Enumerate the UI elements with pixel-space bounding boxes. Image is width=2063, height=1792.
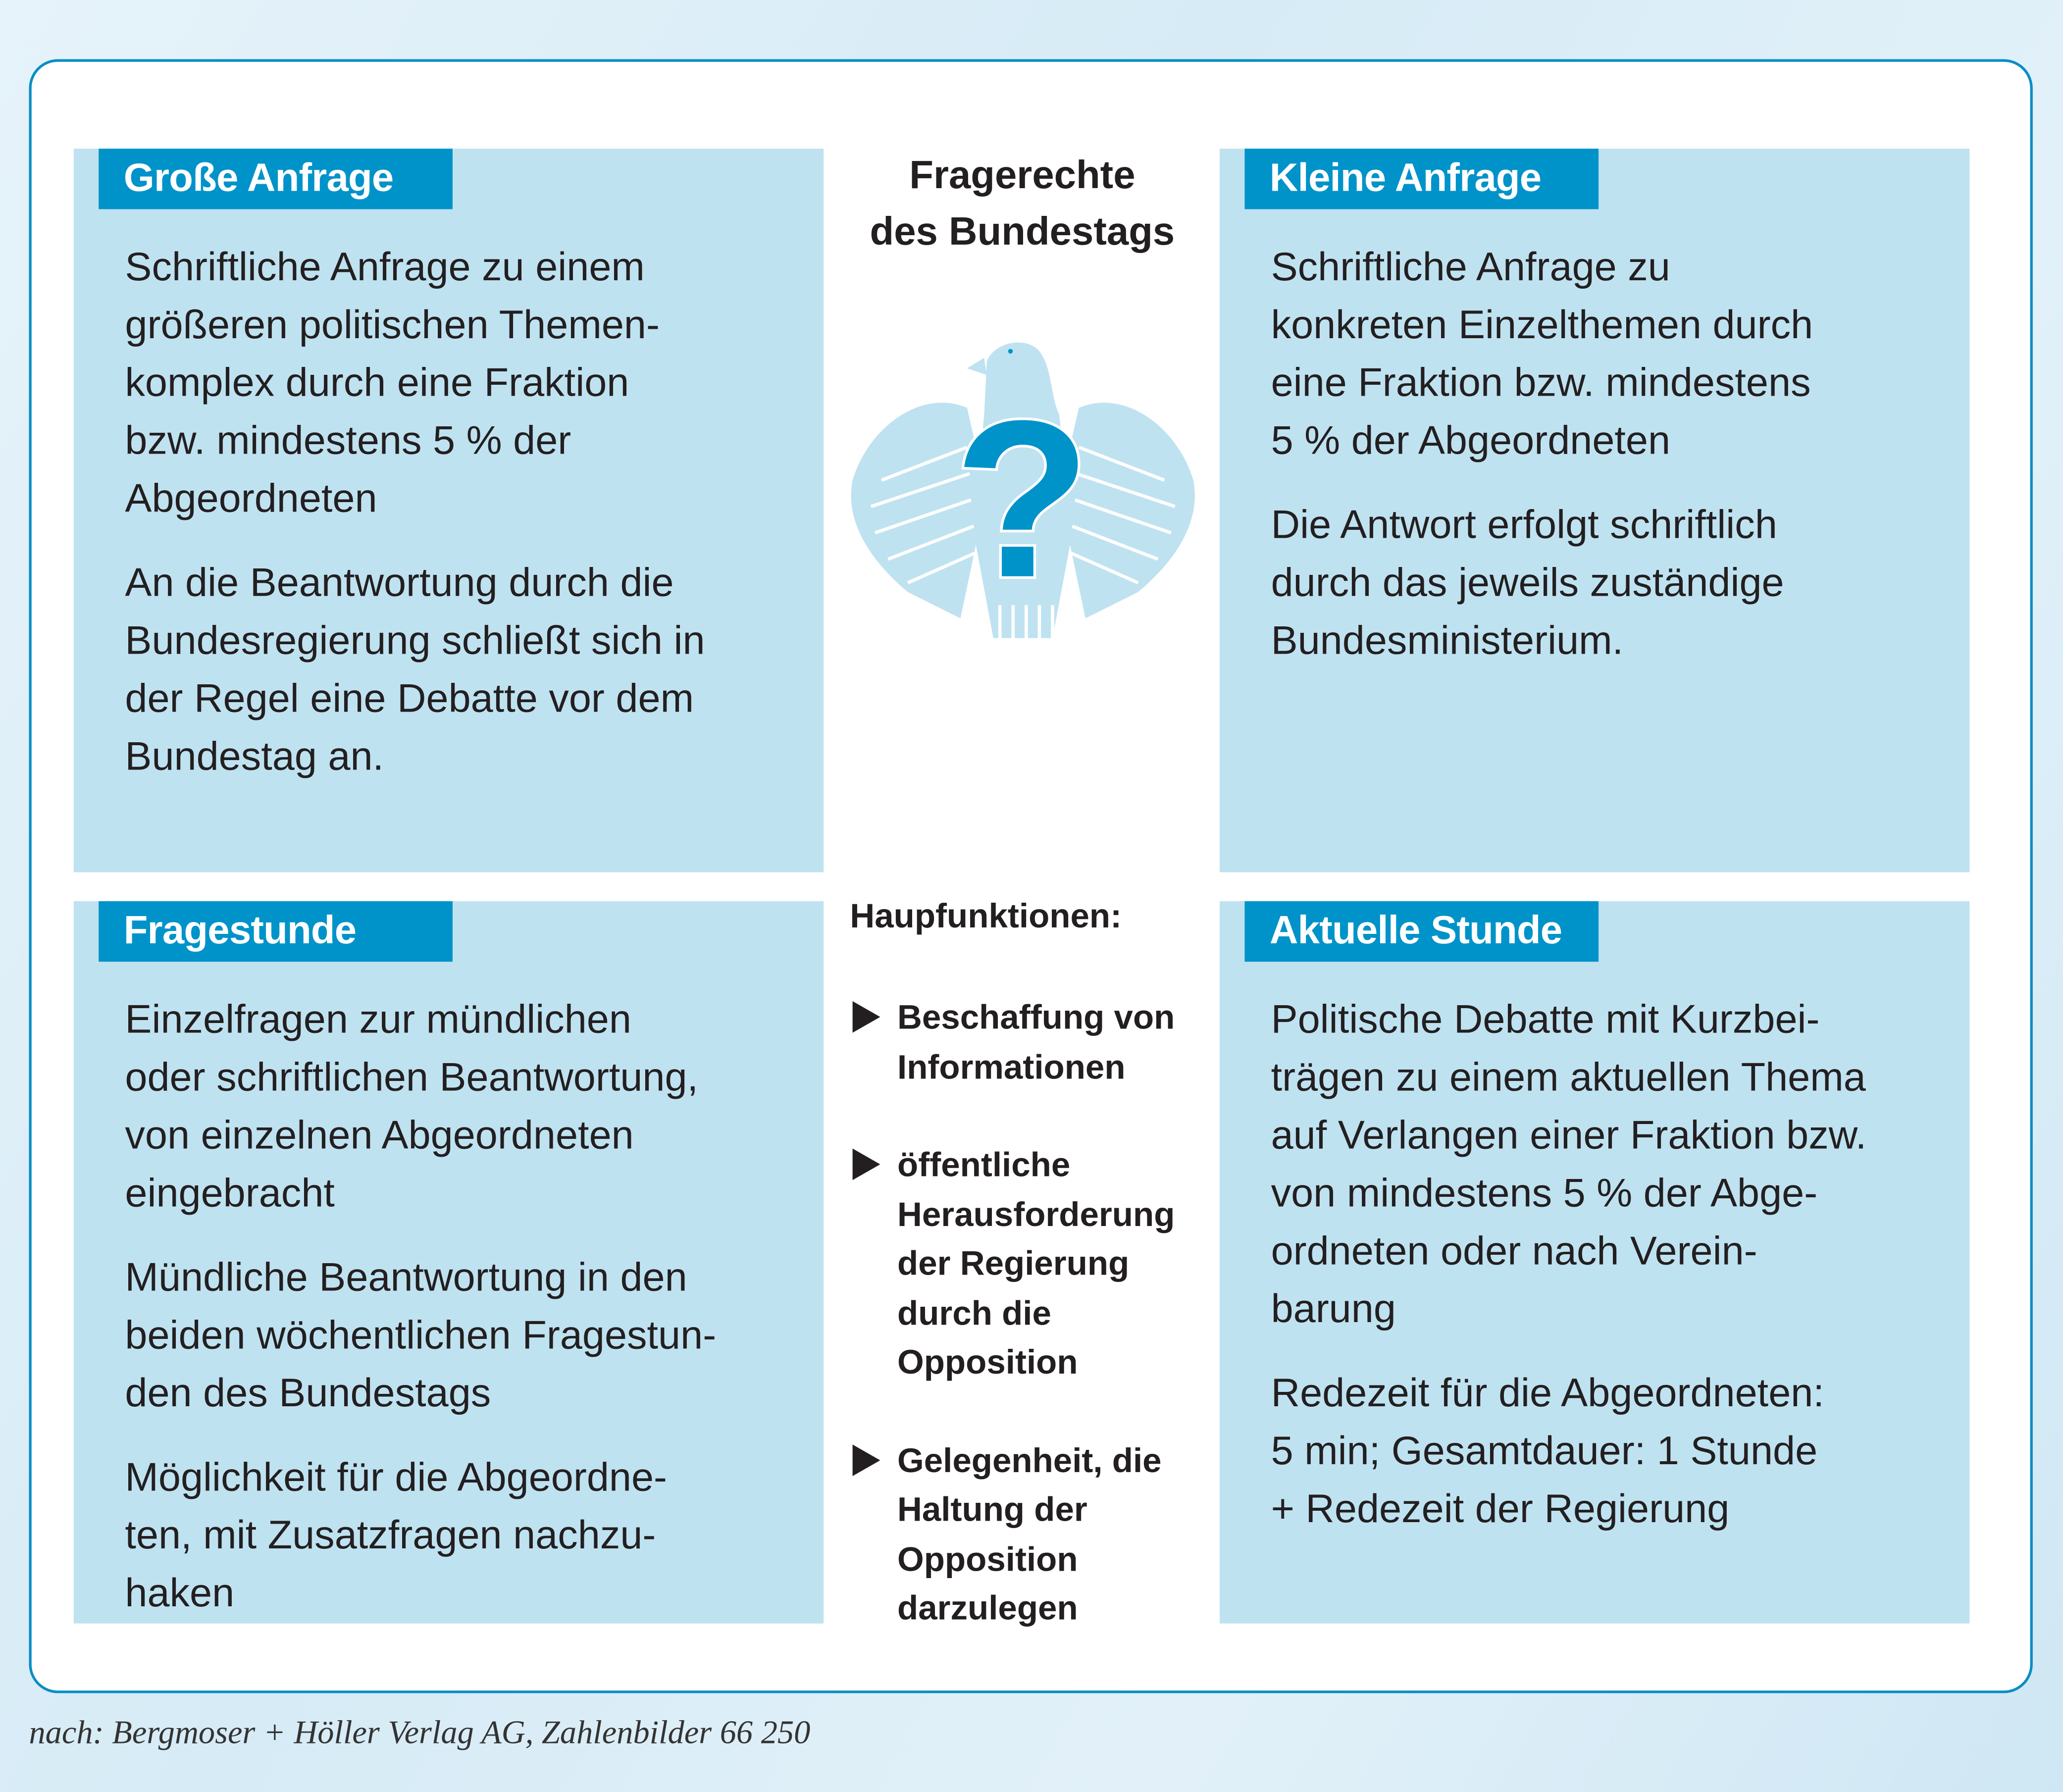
- text-line: Bundesministerium.: [1271, 618, 1624, 664]
- text-line: Einzelfragen zur mündlichen: [125, 997, 631, 1042]
- text-line: Mündliche Beantwortung in den: [125, 1255, 687, 1300]
- paragraph: [1271, 496, 1944, 670]
- text-line: Die Antwort erfolgt schriftlich: [1271, 502, 1777, 548]
- box-heading: Große Anfrage: [99, 149, 453, 209]
- question-mark: ?: [954, 373, 1091, 624]
- text-line: Möglichkeit für die Abgeordne-: [125, 1455, 668, 1500]
- title-line: des Bundestags: [870, 210, 1175, 254]
- text-line: Schriftliche Anfrage zu einem: [125, 245, 645, 290]
- box-aktuelle-stunde: [1220, 901, 1969, 1624]
- triangle-bullet-icon: [853, 1148, 880, 1180]
- eagle-question-mark-icon: [842, 336, 1204, 654]
- text-line: beiden wöchentlichen Fragestun-: [125, 1313, 717, 1358]
- text-line: An die Beantwortung durch die: [125, 560, 674, 606]
- text-line: Politische Debatte mit Kurzbei-: [1271, 997, 1820, 1042]
- paragraph: [1271, 1364, 1944, 1538]
- function-item: [850, 1141, 1175, 1387]
- box-body: [1271, 238, 1944, 696]
- text-line: der Regel eine Debatte vor dem: [125, 676, 694, 721]
- text-line: Abgeordneten: [125, 476, 377, 521]
- paragraph: [125, 554, 797, 786]
- functions-heading: Haupfunktionen:: [850, 896, 1122, 936]
- box-kleine-anfrage: [1220, 149, 1969, 872]
- text-line: Bundesregierung schließt sich in: [125, 618, 705, 664]
- text-line: durch das jeweils zuständige: [1271, 560, 1784, 606]
- text-line: größeren politischen Themen-: [125, 303, 660, 348]
- function-item: [850, 993, 1175, 1092]
- text-line: oder schriftlichen Beantwortung,: [125, 1055, 699, 1100]
- text-line: eingebracht: [125, 1171, 335, 1216]
- paragraph: [1271, 238, 1944, 470]
- text-line: Haltung der: [897, 1489, 1087, 1529]
- box-body: [1271, 991, 1944, 1564]
- text-line: 5 % der Abgeordneten: [1271, 418, 1671, 463]
- box-grosse-anfrage: [74, 149, 824, 872]
- text-line: + Redezeit der Regierung: [1271, 1486, 1730, 1532]
- text-line: barung: [1271, 1286, 1396, 1331]
- paragraph: [125, 991, 797, 1223]
- text-line: Gelegenheit, die: [897, 1439, 1162, 1480]
- text-line: Opposition: [897, 1342, 1078, 1382]
- box-heading: Kleine Anfrage: [1244, 149, 1599, 209]
- text-line: auf Verlangen einer Fraktion bzw.: [1271, 1113, 1867, 1158]
- box-body: [125, 238, 797, 812]
- text-line: Bundestag an.: [125, 734, 384, 779]
- text-line: Schriftliche Anfrage zu: [1271, 245, 1670, 290]
- text-line: Informationen: [897, 1046, 1126, 1086]
- page-title: [825, 148, 1220, 260]
- function-item: [850, 1436, 1175, 1634]
- text-line: komplex durch eine Fraktion: [125, 360, 629, 406]
- text-line: 5 min; Gesamtdauer: 1 Stunde: [1271, 1429, 1818, 1474]
- text-line: Herausforderung: [897, 1194, 1175, 1233]
- text-line: Opposition: [897, 1538, 1078, 1578]
- triangle-bullet-icon: [853, 1001, 880, 1033]
- text-line: durch die: [897, 1292, 1051, 1332]
- text-line: von einzelnen Abgeordneten: [125, 1113, 634, 1158]
- text-line: ten, mit Zusatzfragen nachzu-: [125, 1513, 656, 1558]
- triangle-bullet-icon: [853, 1444, 880, 1476]
- text-line: haken: [125, 1571, 235, 1616]
- text-line: der Regierung: [897, 1243, 1130, 1283]
- paragraph: [125, 1248, 797, 1422]
- paragraph: [125, 1448, 797, 1622]
- source-note: nach: Bergmoser + Höller Verlag AG, Zahlenbilder 66 250: [29, 1715, 811, 1751]
- paragraph: [1271, 991, 1944, 1338]
- box-heading: Aktuelle Stunde: [1244, 901, 1599, 962]
- text-line: konkreten Einzelthemen durch: [1271, 303, 1813, 348]
- text-line: Redezeit für die Abgeordneten:: [1271, 1371, 1824, 1416]
- text-line: darzulegen: [897, 1587, 1078, 1628]
- paragraph: [125, 238, 797, 528]
- text-line: ordneten oder nach Verein-: [1271, 1229, 1757, 1274]
- functions-list: [850, 993, 1175, 1682]
- text-line: trägen zu einem aktuellen Thema: [1271, 1055, 1866, 1100]
- box-body: [125, 991, 797, 1648]
- text-line: von mindestens 5 % der Abge-: [1271, 1171, 1818, 1216]
- text-line: eine Fraktion bzw. mindestens: [1271, 360, 1811, 406]
- text-line: bzw. mindestens 5 % der: [125, 418, 571, 463]
- text-line: öffentliche: [897, 1144, 1071, 1184]
- box-fragestunde: [74, 901, 824, 1624]
- box-heading: Fragestunde: [99, 901, 453, 962]
- text-line: den des Bundestags: [125, 1371, 491, 1416]
- title-line: Fragerechte: [909, 154, 1135, 198]
- text-line: Beschaffung von: [897, 997, 1175, 1037]
